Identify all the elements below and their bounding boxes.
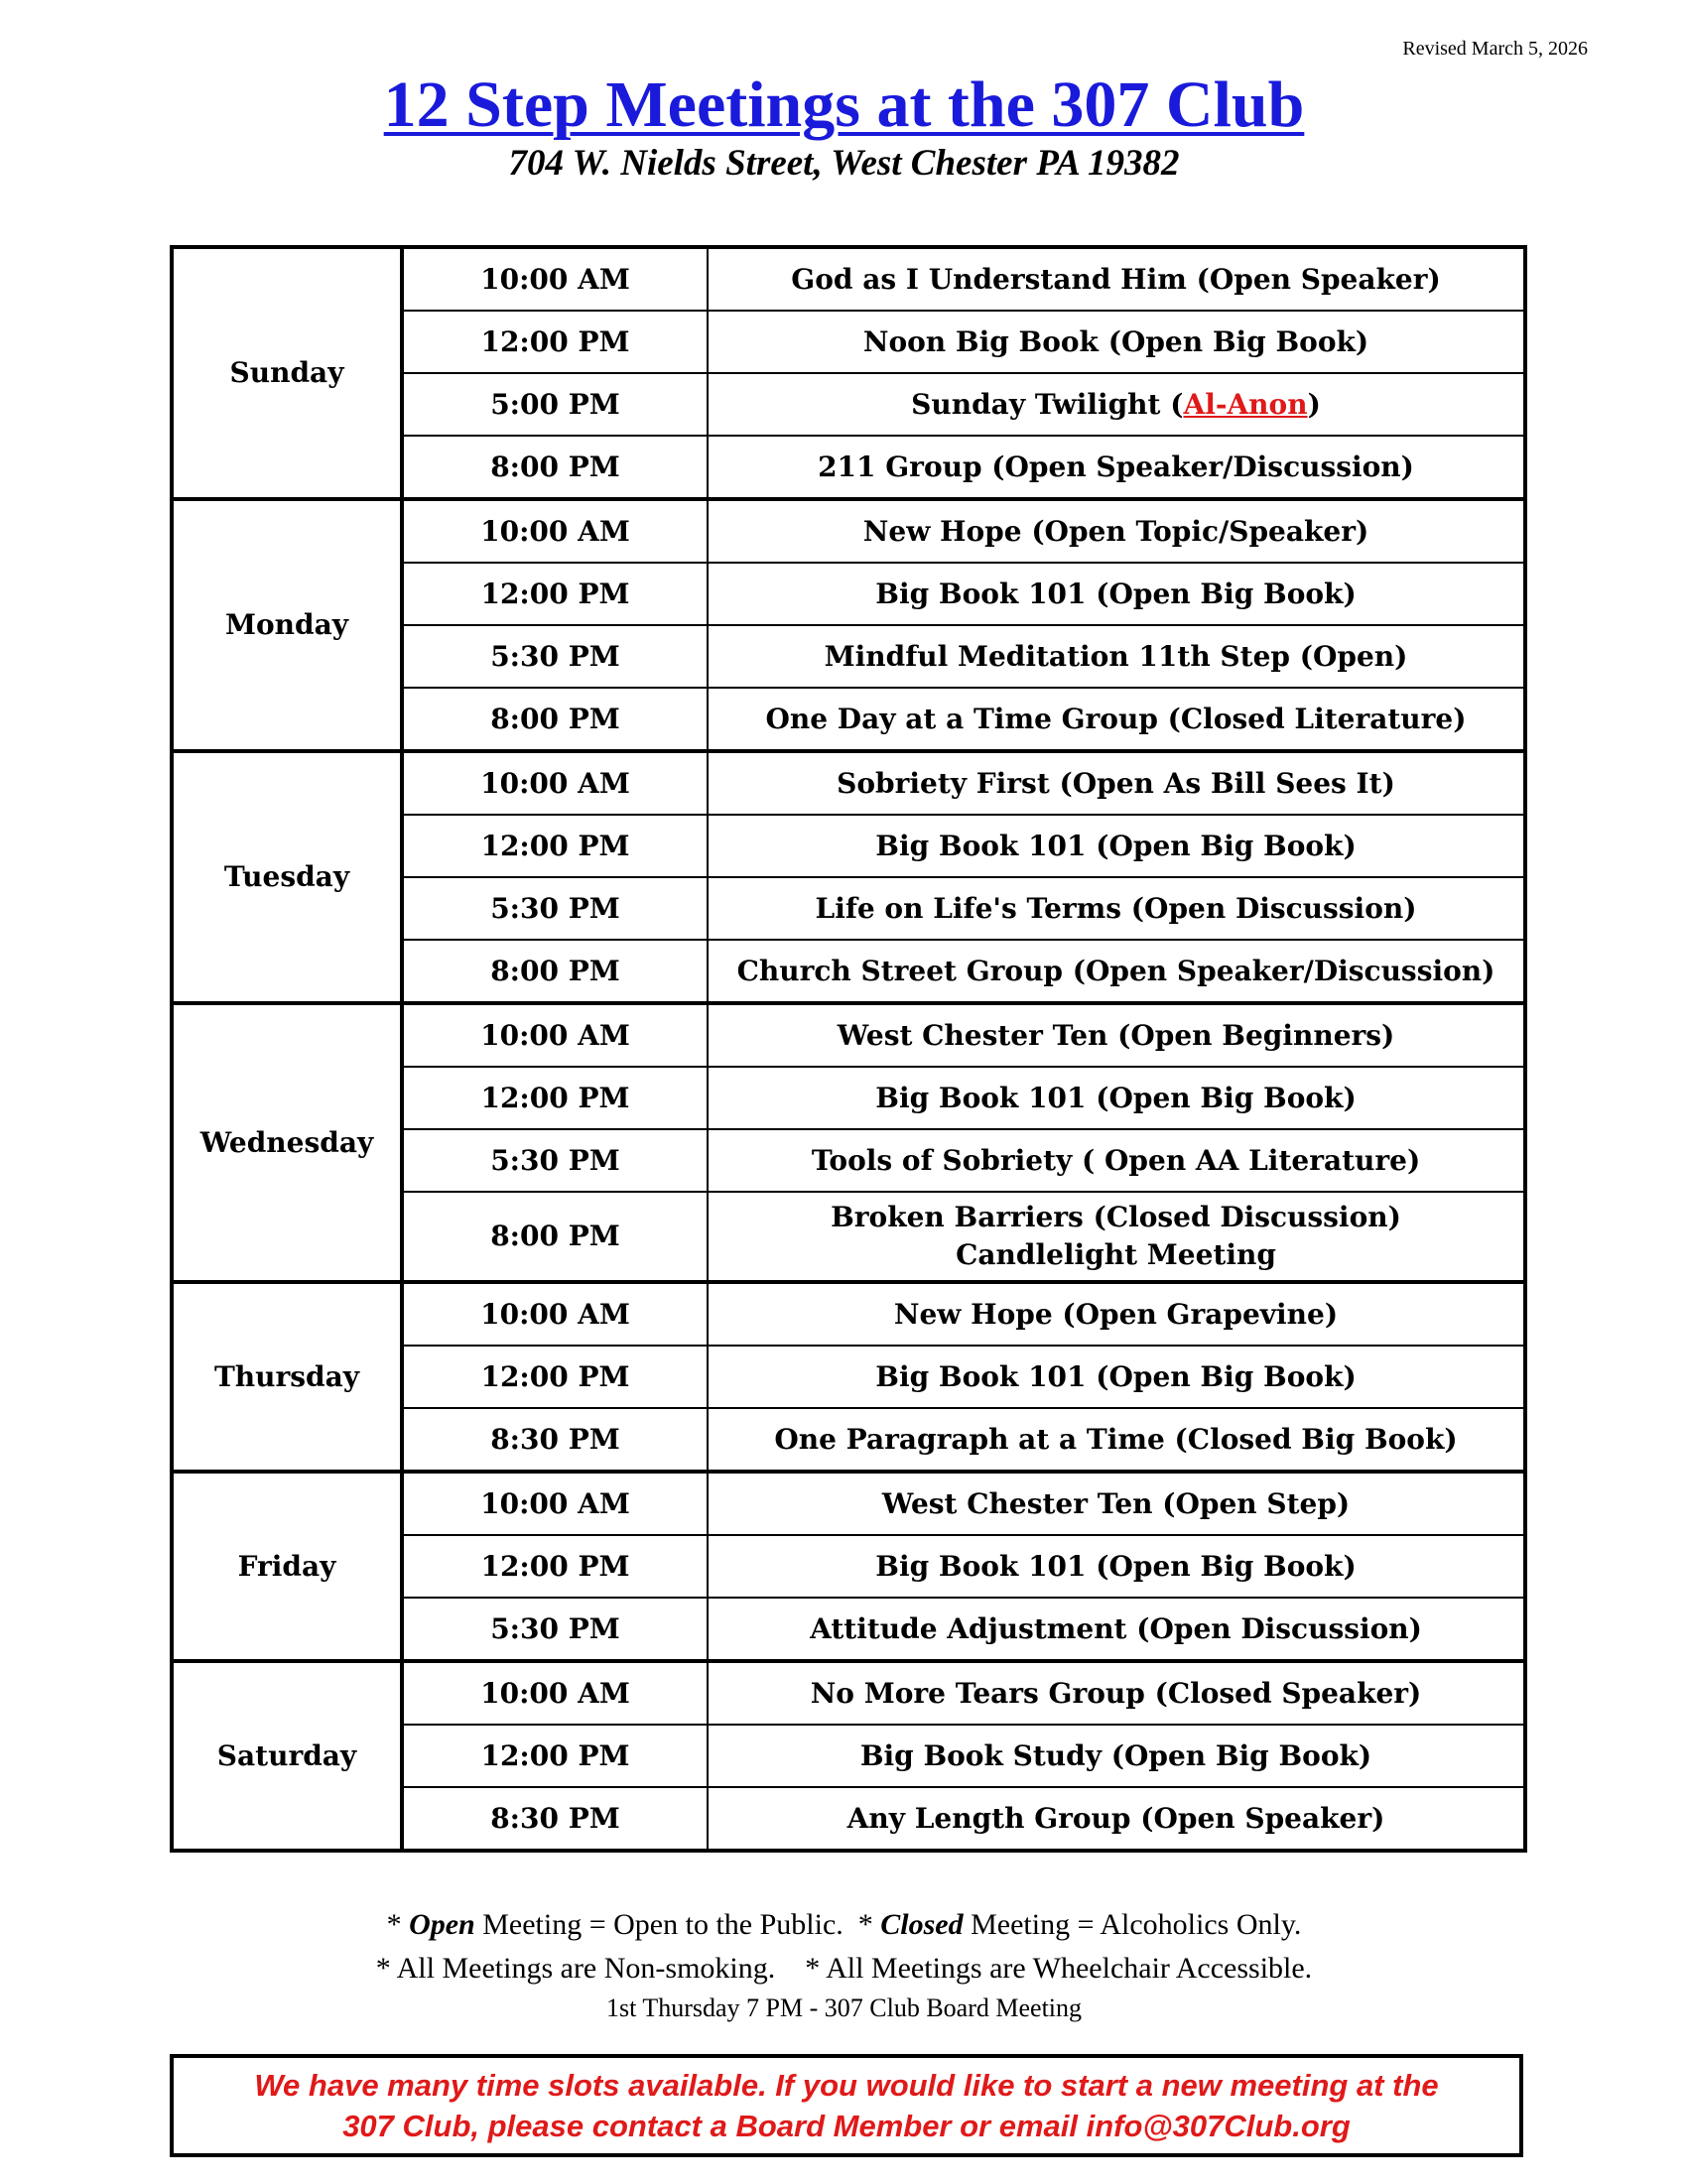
meeting-name: West Chester Ten (Open Beginners) xyxy=(837,1018,1395,1052)
meeting-name: New Hope (Open Grapevine) xyxy=(893,1297,1339,1331)
meeting-name: Church Street Group (Open Speaker/Discussion) xyxy=(736,954,1495,987)
meeting-name: One Paragraph at a Time (Closed Big Book) xyxy=(774,1422,1458,1456)
table-row xyxy=(172,751,1525,815)
time-cell: 8:00 PM xyxy=(402,940,708,1003)
table-row xyxy=(172,499,1525,563)
time-cell: 12:00 PM xyxy=(402,1346,708,1408)
notice-line-1: We have many time slots available. If you would like to start a new meeting at the xyxy=(254,2068,1439,2103)
meeting-name-cell xyxy=(708,1003,1525,1067)
meeting-name-cell xyxy=(708,940,1525,1003)
meeting-name: Big Book 101 (Open Big Book) xyxy=(875,1549,1357,1583)
meeting-name-cell xyxy=(708,499,1525,563)
meeting-name-cell xyxy=(708,1535,1525,1598)
time-cell: 10:00 AM xyxy=(402,751,708,815)
meeting-name: Big Book 101 (Open Big Book) xyxy=(875,577,1357,610)
day-cell: Thursday xyxy=(172,1282,402,1472)
meeting-name-line-2: Candlelight Meeting xyxy=(956,1238,1276,1271)
meeting-name: Attitude Adjustment (Open Discussion) xyxy=(810,1611,1422,1645)
table-row xyxy=(172,1661,1525,1725)
meeting-name: Big Book 101 (Open Big Book) xyxy=(875,829,1357,862)
meeting-name-cell xyxy=(708,436,1525,499)
meeting-name: Sunday Twilight ( xyxy=(911,387,1184,421)
meeting-name: 211 Group (Open Speaker/Discussion) xyxy=(818,450,1414,483)
time-cell: 10:00 AM xyxy=(402,499,708,563)
meeting-name: Tools of Sobriety ( Open AA Literature) xyxy=(811,1143,1421,1177)
meeting-name-cell xyxy=(708,1282,1525,1346)
time-cell: 10:00 AM xyxy=(402,247,708,311)
open-closed-note xyxy=(0,1903,1688,1947)
time-cell: 12:00 PM xyxy=(402,563,708,625)
time-cell: 5:00 PM xyxy=(402,373,708,436)
meeting-name: God as I Understand Him (Open Speaker) xyxy=(791,262,1441,296)
time-cell: 12:00 PM xyxy=(402,1067,708,1129)
time-cell: 5:30 PM xyxy=(402,1598,708,1661)
meeting-name-cell xyxy=(708,1346,1525,1408)
time-cell: 8:30 PM xyxy=(402,1787,708,1851)
meeting-name-cell xyxy=(708,877,1525,940)
table-row xyxy=(172,1003,1525,1067)
time-cell: 12:00 PM xyxy=(402,1535,708,1598)
time-cell: 8:00 PM xyxy=(402,688,708,751)
meeting-name-cell xyxy=(708,1598,1525,1661)
revised-date: Revised March 5, 2026 xyxy=(1402,38,1588,60)
day-cell: Wednesday xyxy=(172,1003,402,1282)
meeting-name-cell xyxy=(708,373,1525,436)
meeting-name: Sobriety First (Open As Bill Sees It) xyxy=(837,766,1395,800)
meeting-name-cell xyxy=(708,625,1525,688)
meeting-name: Mindful Meditation 11th Step (Open) xyxy=(824,639,1408,673)
meeting-schedule-table xyxy=(170,245,1527,1853)
meeting-name-cell xyxy=(708,1129,1525,1192)
time-cell: 5:30 PM xyxy=(402,1129,708,1192)
meeting-name-cell xyxy=(708,1661,1525,1725)
page-title: 12 Step Meetings at the 307 Club xyxy=(383,68,1305,141)
day-cell: Friday xyxy=(172,1472,402,1661)
meeting-name: Big Book 101 (Open Big Book) xyxy=(875,1359,1357,1393)
table-row xyxy=(172,1472,1525,1535)
meeting-name-cell xyxy=(708,1192,1525,1282)
meeting-name: Noon Big Book (Open Big Book) xyxy=(862,324,1369,358)
accessibility-note: * All Meetings are Non-smoking. * All Meetings are Wheelchair Accessible. xyxy=(375,1952,1313,1985)
al-anon-link[interactable]: Al-Anon xyxy=(1183,387,1308,421)
board-meeting-note: 1st Thursday 7 PM - 307 Club Board Meeting xyxy=(605,1993,1083,2022)
meeting-name-cell xyxy=(708,563,1525,625)
time-cell: 10:00 AM xyxy=(402,1282,708,1346)
meeting-name: No More Tears Group (Closed Speaker) xyxy=(810,1676,1422,1710)
note-bullet: * xyxy=(386,1908,410,1941)
time-cell: 5:30 PM xyxy=(402,625,708,688)
time-cell: 10:00 AM xyxy=(402,1661,708,1725)
meeting-name-cell xyxy=(708,1472,1525,1535)
meeting-name: Any Length Group (Open Speaker) xyxy=(846,1801,1385,1835)
club-address: 704 W. Nields Street, West Chester PA 19382 xyxy=(508,143,1180,184)
time-cell: 8:00 PM xyxy=(402,436,708,499)
meeting-name: One Day at a Time Group (Closed Literature) xyxy=(765,702,1467,735)
day-cell: Tuesday xyxy=(172,751,402,1003)
table-row xyxy=(172,247,1525,311)
open-definition: Meeting = Open to the Public. * xyxy=(474,1908,881,1941)
new-meeting-notice xyxy=(170,2054,1523,2157)
meeting-name-cell xyxy=(708,311,1525,373)
meeting-name: Life on Life's Terms (Open Discussion) xyxy=(815,891,1417,925)
meeting-name-cell xyxy=(708,1787,1525,1851)
meeting-name: Broken Barriers (Closed Discussion) xyxy=(831,1201,1401,1234)
time-cell: 10:00 AM xyxy=(402,1472,708,1535)
meeting-name: Big Book Study (Open Big Book) xyxy=(859,1738,1372,1772)
closed-word: Closed xyxy=(880,1908,964,1941)
time-cell: 12:00 PM xyxy=(402,815,708,877)
time-cell: 8:00 PM xyxy=(402,1192,708,1282)
day-cell: Sunday xyxy=(172,247,402,499)
meeting-name-cell xyxy=(708,247,1525,311)
meeting-notes xyxy=(0,1903,1688,2026)
closed-definition: Meeting = Alcoholics Only. xyxy=(963,1908,1302,1941)
meeting-name: New Hope (Open Topic/Speaker) xyxy=(862,514,1369,548)
meeting-name: Big Book 101 (Open Big Book) xyxy=(875,1081,1357,1114)
meeting-name-cell xyxy=(708,751,1525,815)
time-cell: 12:00 PM xyxy=(402,311,708,373)
time-cell: 10:00 AM xyxy=(402,1003,708,1067)
meeting-name-cell xyxy=(708,815,1525,877)
time-cell: 8:30 PM xyxy=(402,1408,708,1472)
meeting-name-cell xyxy=(708,1725,1525,1787)
meeting-name-cell xyxy=(708,1067,1525,1129)
meeting-name: West Chester Ten (Open Step) xyxy=(881,1486,1351,1520)
meeting-name-cell xyxy=(708,688,1525,751)
meeting-name-suffix: ) xyxy=(1307,387,1321,421)
day-cell: Saturday xyxy=(172,1661,402,1851)
day-cell: Monday xyxy=(172,499,402,751)
notice-line-2: 307 Club, please contact a Board Member or email info@307Club.org xyxy=(342,2109,1351,2143)
meeting-name-cell xyxy=(708,1408,1525,1472)
open-word: Open xyxy=(409,1908,475,1941)
table-row xyxy=(172,1282,1525,1346)
time-cell: 5:30 PM xyxy=(402,877,708,940)
time-cell: 12:00 PM xyxy=(402,1725,708,1787)
